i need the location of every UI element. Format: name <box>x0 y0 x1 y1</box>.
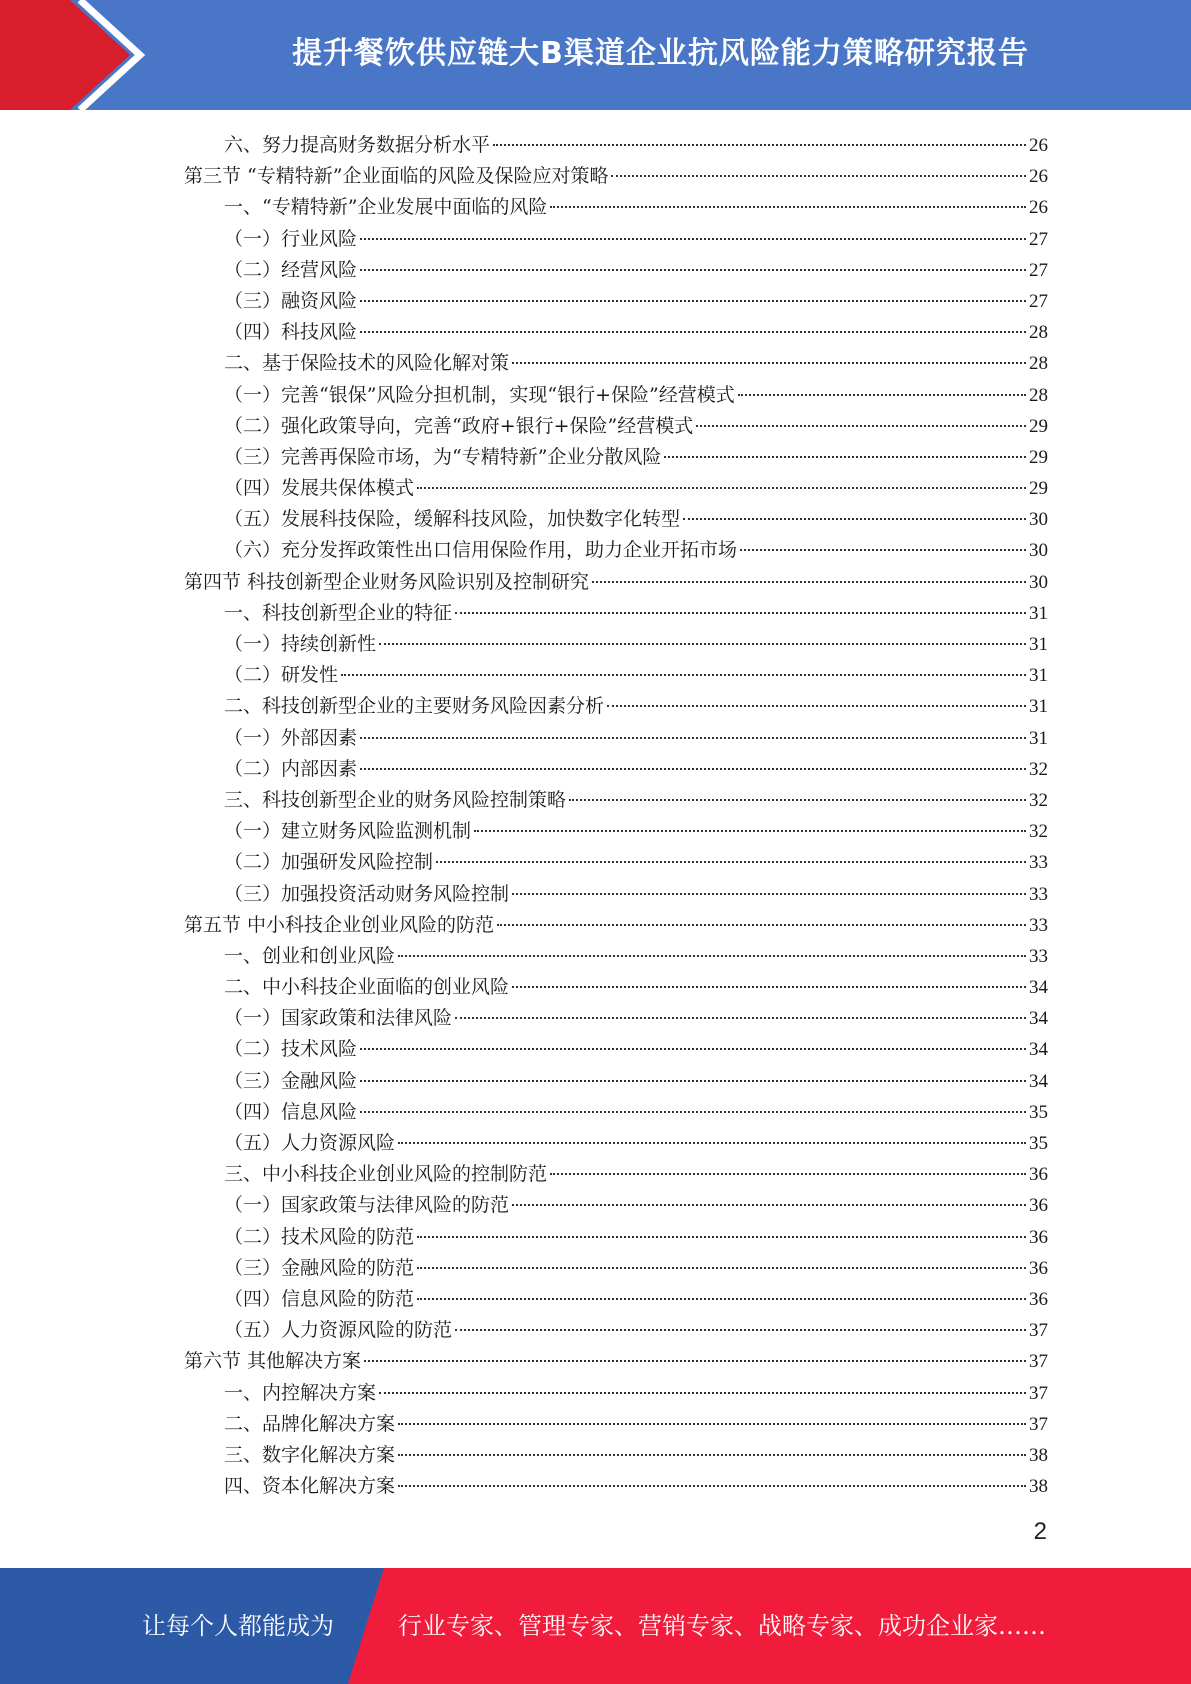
toc-entry[interactable] <box>184 473 1048 504</box>
toc-entry-page: 35 <box>1029 1133 1048 1154</box>
toc-dot-leader <box>360 1111 1026 1113</box>
toc-entry[interactable] <box>184 192 1048 223</box>
toc-dot-leader <box>683 518 1026 520</box>
toc-entry-title: （四）发展共保体模式 <box>224 477 415 500</box>
toc-dot-leader <box>398 1142 1026 1144</box>
toc-entry-page: 36 <box>1029 1257 1048 1279</box>
toc-entry-page: 30 <box>1029 540 1048 562</box>
toc-entry-page: 38 <box>1029 1476 1048 1498</box>
toc-entry-title: （二）内部因素 <box>224 757 358 780</box>
toc-entry[interactable] <box>184 1097 1048 1128</box>
toc-entry-title: 二、基于保险技术的风险化解对策 <box>224 352 510 375</box>
toc-entry-page: 31 <box>1029 634 1048 655</box>
toc-entry-page: 37 <box>1029 1351 1048 1373</box>
toc-entry-title: （四）信息风险 <box>224 1100 358 1123</box>
toc-entry-page: 34 <box>1029 977 1048 999</box>
toc-entry[interactable] <box>184 1222 1048 1253</box>
toc-entry[interactable] <box>184 1128 1048 1159</box>
toc-entry-title: （三）金融风险的防范 <box>224 1256 415 1279</box>
toc-entry-page: 37 <box>1029 1320 1048 1342</box>
toc-dot-leader <box>398 1485 1026 1487</box>
toc-entry[interactable] <box>184 1409 1048 1440</box>
toc-dot-leader <box>360 1080 1026 1082</box>
toc-entry-page: 33 <box>1029 945 1048 967</box>
toc-dot-leader <box>360 269 1026 271</box>
toc-entry[interactable] <box>184 1378 1048 1409</box>
toc-entry-title: （二）技术风险 <box>224 1038 358 1061</box>
toc-entry-title: （二）研发性 <box>224 664 339 687</box>
toc-entry[interactable] <box>184 1253 1048 1284</box>
toc-entry[interactable] <box>184 691 1048 722</box>
toc-entry-page: 29 <box>1029 478 1048 500</box>
toc-entry-page: 30 <box>1029 571 1048 593</box>
toc-entry-page: 36 <box>1029 1164 1048 1186</box>
footer-slogan-right: 行业专家、管理专家、营销专家、战略专家、成功企业家…… <box>398 1612 1046 1640</box>
toc-entry-page: 36 <box>1029 1288 1048 1310</box>
toc-dot-leader <box>417 1236 1026 1238</box>
toc-entry[interactable] <box>184 816 1048 847</box>
toc-entry-title: （二）加强研发风险控制 <box>224 851 434 874</box>
toc-entry-page: 26 <box>1029 197 1048 219</box>
toc-entry[interactable] <box>184 1190 1048 1221</box>
toc-dot-leader <box>360 1048 1026 1050</box>
toc-entry-title: （三）融资风险 <box>224 289 358 312</box>
toc-entry-page: 37 <box>1029 1413 1048 1435</box>
toc-dot-leader <box>417 1298 1026 1300</box>
toc-entry-title: （五）人力资源风险的防范 <box>224 1319 453 1342</box>
toc-entry-page: 31 <box>1029 696 1048 718</box>
toc-entry[interactable] <box>184 504 1048 535</box>
toc-entry-title: （一）外部因素 <box>224 726 358 749</box>
toc-dot-leader <box>512 986 1026 988</box>
toc-dot-leader <box>379 1392 1026 1394</box>
toc-entry[interactable] <box>184 1034 1048 1065</box>
toc-entry-title: 第六节 其他解决方案 <box>184 1350 362 1373</box>
toc-entry-title: 一、科技创新型企业的特征 <box>224 601 453 624</box>
toc-entry-page: 29 <box>1029 415 1048 437</box>
footer-slogan-left: 让每个人都能成为 <box>142 1612 334 1640</box>
toc-dot-leader <box>360 768 1026 770</box>
toc-entry-title: 二、品牌化解决方案 <box>224 1412 396 1435</box>
toc-entry-page: 33 <box>1029 883 1048 905</box>
toc-entry[interactable] <box>184 567 1048 598</box>
toc-entry-page: 30 <box>1029 509 1048 531</box>
header-arrow-decoration <box>0 0 160 110</box>
toc-dot-leader <box>364 1360 1026 1362</box>
toc-entry-page: 27 <box>1029 290 1048 312</box>
toc-entry[interactable] <box>184 535 1048 566</box>
toc-entry-page: 37 <box>1029 1382 1048 1404</box>
toc-entry[interactable] <box>184 1315 1048 1346</box>
toc-entry-title: （三）加强投资活动财务风险控制 <box>224 882 510 905</box>
toc-dot-leader <box>611 175 1026 177</box>
toc-entry-title: 二、科技创新型企业的主要财务风险因素分析 <box>224 695 605 718</box>
toc-dot-leader <box>512 1204 1026 1206</box>
toc-dot-leader <box>740 549 1026 551</box>
toc-entry[interactable] <box>184 161 1048 192</box>
toc-entry-page: 34 <box>1029 1070 1048 1092</box>
toc-entry-page: 28 <box>1029 322 1048 344</box>
toc-entry[interactable] <box>184 879 1048 910</box>
toc-entry[interactable] <box>184 317 1048 348</box>
page-number: 2 <box>1033 1518 1047 1545</box>
toc-entry-title: 三、中小科技企业创业风险的控制防范 <box>224 1163 548 1186</box>
toc-entry-title: 一、“专精特新”企业发展中面临的风险 <box>224 196 548 219</box>
toc-dot-leader <box>607 705 1026 707</box>
report-title: 提升餐饮供应链大B渠道企业抗风险能力策略研究报告 <box>292 36 1029 71</box>
toc-entry-title: （三）完善再保险市场，为“专精特新”企业分散风险 <box>224 445 662 468</box>
toc-dot-leader <box>398 1423 1026 1425</box>
toc-dot-leader <box>550 1173 1026 1175</box>
toc-entry-title: （一）国家政策和法律风险 <box>224 1007 453 1030</box>
toc-dot-leader <box>455 1017 1026 1019</box>
toc-entry-page: 31 <box>1029 602 1048 624</box>
toc-entry-title: （五）发展科技保险，缓解科技风险，加快数字化转型 <box>224 508 681 531</box>
toc-entry-title: 第三节 “专精特新”企业面临的风险及保险应对策略 <box>184 165 609 188</box>
toc-entry-title: （二）强化政策导向，完善“政府+银行+保险”经营模式 <box>224 414 694 437</box>
toc-dot-leader <box>398 1454 1026 1456</box>
toc-entry[interactable] <box>184 847 1048 878</box>
toc-dot-leader <box>738 394 1026 396</box>
toc-entry[interactable] <box>184 130 1048 161</box>
toc-entry-page: 27 <box>1029 228 1048 250</box>
toc-entry[interactable] <box>184 941 1048 972</box>
toc-entry-title: （五）人力资源风险 <box>224 1132 396 1154</box>
toc-entry-title: （一）建立财务风险监测机制 <box>224 820 472 843</box>
toc-entry[interactable] <box>184 598 1048 629</box>
toc-entry-page: 32 <box>1029 758 1048 780</box>
toc-entry-title: （二）技术风险的防范 <box>224 1225 415 1248</box>
toc-dot-leader <box>417 487 1026 489</box>
toc-entry-title: 一、创业和创业风险 <box>224 944 396 967</box>
toc-entry[interactable] <box>184 660 1048 691</box>
toc-entry[interactable] <box>184 1066 1048 1097</box>
page-footer <box>0 1568 1191 1684</box>
toc-entry[interactable] <box>184 1003 1048 1034</box>
toc-entry-page: 34 <box>1029 1008 1048 1030</box>
toc-entry-page: 33 <box>1029 852 1048 874</box>
toc-entry-title: 第四节 科技创新型企业财务风险识别及控制研究 <box>184 570 590 593</box>
toc-entry-page: 26 <box>1029 166 1048 188</box>
toc-entry[interactable] <box>184 723 1048 754</box>
toc-dot-leader <box>360 238 1026 240</box>
toc-entry-title: （一）完善“银保”风险分担机制，实现“银行+保险”经营模式 <box>224 383 735 406</box>
toc-entry-page: 33 <box>1029 914 1048 936</box>
toc-entry-title: （四）科技风险 <box>224 321 358 344</box>
toc-entry-title: 三、数字化解决方案 <box>224 1443 396 1466</box>
toc-dot-leader <box>474 830 1026 832</box>
toc-dot-leader <box>493 144 1026 146</box>
toc-entry[interactable] <box>184 629 1048 660</box>
toc-entry-title: 六、努力提高财务数据分析水平 <box>224 134 491 156</box>
toc-dot-leader <box>436 861 1026 863</box>
toc-entry-page: 26 <box>1029 135 1048 156</box>
table-of-contents <box>184 130 1048 1502</box>
toc-entry-page: 27 <box>1029 259 1048 281</box>
toc-entry[interactable] <box>184 754 1048 785</box>
toc-entry[interactable] <box>184 1346 1048 1377</box>
toc-dot-leader <box>417 1267 1026 1269</box>
toc-dot-leader <box>664 456 1026 458</box>
toc-entry-page: 32 <box>1029 789 1048 811</box>
toc-entry-title: （三）金融风险 <box>224 1069 358 1092</box>
toc-entry[interactable] <box>184 224 1048 255</box>
toc-entry-title: 第五节 中小科技企业创业风险的防范 <box>184 913 495 936</box>
page-header <box>0 0 1191 110</box>
toc-entry-title: 一、内控解决方案 <box>224 1381 377 1404</box>
toc-entry-page: 31 <box>1029 665 1048 687</box>
toc-dot-leader <box>360 331 1026 333</box>
toc-entry[interactable] <box>184 1471 1048 1502</box>
toc-dot-leader <box>569 799 1026 801</box>
toc-entry[interactable] <box>184 910 1048 941</box>
toc-dot-leader <box>455 1329 1026 1331</box>
toc-entry-page: 28 <box>1029 353 1048 375</box>
toc-entry-title: （一）持续创新性 <box>224 633 377 655</box>
toc-entry-title: （六）充分发挥政策性出口信用保险作用，助力企业开拓市场 <box>224 539 738 562</box>
toc-dot-leader <box>398 955 1026 957</box>
toc-entry-title: 四、资本化解决方案 <box>224 1475 396 1498</box>
toc-entry-page: 36 <box>1029 1195 1048 1217</box>
toc-dot-leader <box>550 206 1026 208</box>
toc-entry[interactable] <box>184 1159 1048 1190</box>
toc-entry-page: 34 <box>1029 1039 1048 1061</box>
toc-entry-title: （一）行业风险 <box>224 227 358 250</box>
toc-dot-leader <box>696 425 1026 427</box>
toc-dot-leader <box>379 643 1026 645</box>
toc-entry[interactable] <box>184 255 1048 286</box>
toc-dot-leader <box>360 300 1026 302</box>
toc-entry-page: 32 <box>1029 821 1048 843</box>
toc-entry-title: 二、中小科技企业面临的创业风险 <box>224 976 510 999</box>
toc-dot-leader <box>341 674 1026 676</box>
toc-entry[interactable] <box>184 442 1048 473</box>
toc-entry-title: （四）信息风险的防范 <box>224 1287 415 1310</box>
toc-entry-page: 31 <box>1029 727 1048 749</box>
toc-entry[interactable] <box>184 380 1048 411</box>
toc-entry-page: 35 <box>1029 1101 1048 1123</box>
toc-entry[interactable] <box>184 1284 1048 1315</box>
toc-dot-leader <box>512 893 1026 895</box>
toc-entry-title: （一）国家政策与法律风险的防范 <box>224 1194 510 1217</box>
toc-dot-leader <box>360 737 1026 739</box>
toc-dot-leader <box>512 362 1026 364</box>
toc-entry-title: （二）经营风险 <box>224 258 358 281</box>
toc-entry[interactable] <box>184 348 1048 379</box>
toc-entry[interactable] <box>184 972 1048 1003</box>
toc-entry-page: 38 <box>1029 1444 1048 1466</box>
toc-entry[interactable] <box>184 1440 1048 1471</box>
toc-entry[interactable] <box>184 286 1048 317</box>
toc-entry-page: 28 <box>1029 384 1048 406</box>
toc-dot-leader <box>497 924 1026 926</box>
toc-entry[interactable] <box>184 785 1048 816</box>
toc-entry-page: 36 <box>1029 1226 1048 1248</box>
toc-entry[interactable] <box>184 411 1048 442</box>
toc-entry-page: 29 <box>1029 446 1048 468</box>
toc-dot-leader <box>455 612 1026 614</box>
toc-entry-title: 三、科技创新型企业的财务风险控制策略 <box>224 788 567 811</box>
toc-dot-leader <box>592 581 1026 583</box>
